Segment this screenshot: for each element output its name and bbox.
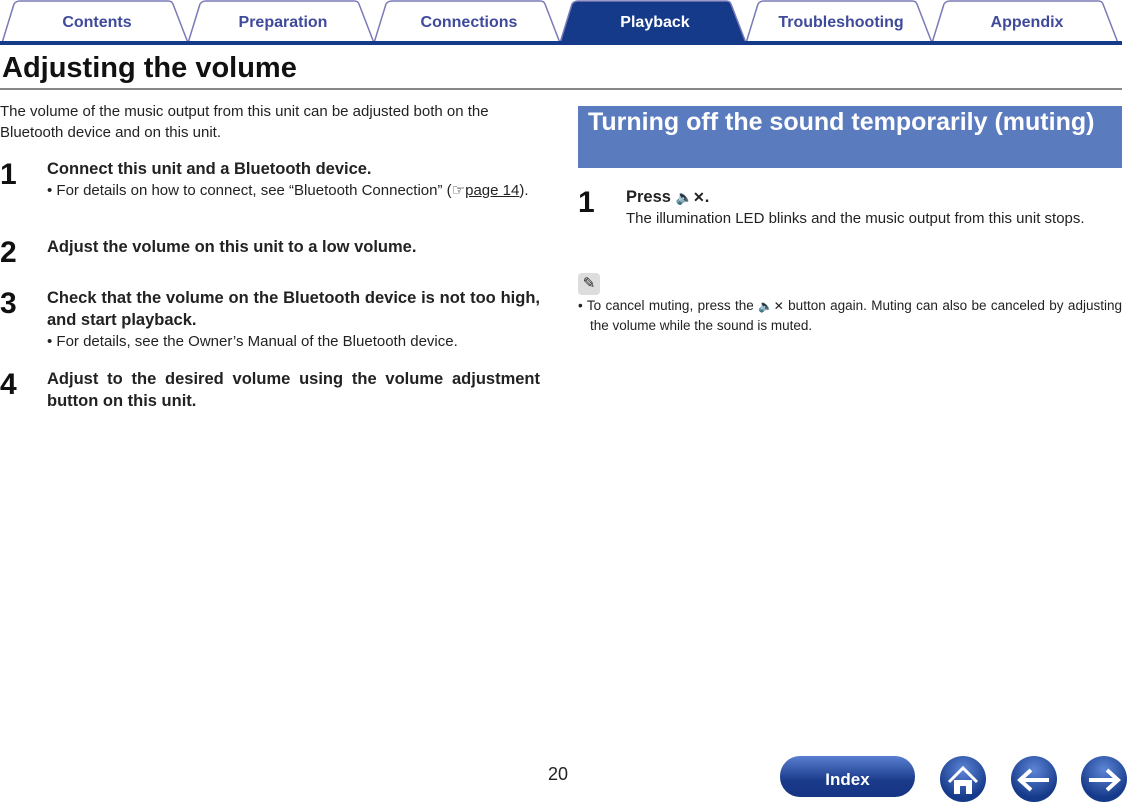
tab-appendix[interactable]: Appendix bbox=[930, 0, 1124, 43]
home-icon bbox=[940, 756, 986, 802]
step-3 bbox=[0, 287, 540, 352]
page-link[interactable]: page 14 bbox=[465, 182, 520, 199]
mute-icon: 🔈✕ bbox=[675, 189, 705, 205]
note-text bbox=[578, 296, 1122, 336]
step-heading: Connect this unit and a Bluetooth device. bbox=[47, 160, 372, 178]
step-1 bbox=[0, 158, 540, 201]
detail-text: • For details on how to connect, see “Bluetooth Connection” ( bbox=[47, 182, 452, 199]
tab-bar bbox=[0, 0, 1128, 46]
mute-step-1 bbox=[578, 186, 1122, 229]
arrow-left-icon bbox=[1011, 756, 1057, 802]
arrow-right-icon bbox=[1081, 756, 1127, 802]
section-heading: Turning off the sound temporarily (muting) bbox=[578, 106, 1122, 168]
mute-icon: 🔈✕ bbox=[758, 299, 784, 313]
tab-connections[interactable]: Connections bbox=[372, 0, 566, 43]
index-button[interactable]: Index bbox=[780, 756, 915, 797]
step-heading: Adjust to the desired volume using the volume adjustment button on this unit. bbox=[47, 370, 540, 410]
note-part: • To cancel muting, press the bbox=[578, 298, 754, 313]
pointing-hand-icon: ☞ bbox=[451, 182, 466, 199]
step-detail bbox=[47, 180, 540, 201]
tab-contents[interactable]: Contents bbox=[0, 0, 194, 43]
detail-end: ). bbox=[519, 182, 529, 199]
page-number: 20 bbox=[548, 764, 569, 784]
back-button[interactable] bbox=[1011, 756, 1057, 802]
title-divider bbox=[0, 88, 1122, 90]
step-heading: Press 🔈✕. bbox=[626, 188, 710, 206]
forward-button[interactable] bbox=[1081, 756, 1127, 802]
intro-text: The volume of the music output from this unit can be adjusted both on the Bluetooth device and on this unit. bbox=[0, 103, 489, 141]
step-number: 2 bbox=[0, 236, 17, 269]
step-number: 1 bbox=[0, 158, 17, 191]
step-number: 4 bbox=[0, 368, 17, 401]
step-heading: Check that the volume on the Bluetooth device is not too high, and start playback. bbox=[47, 289, 540, 329]
step-2 bbox=[0, 236, 540, 269]
step-number: 3 bbox=[0, 287, 17, 320]
tab-troubleshooting[interactable]: Troubleshooting bbox=[744, 0, 938, 43]
pencil-icon: ✎ bbox=[578, 273, 600, 295]
step-heading: Adjust the volume on this unit to a low volume. bbox=[47, 238, 417, 256]
page-title: Adjusting the volume bbox=[2, 52, 297, 84]
tab-playback[interactable]: Playback bbox=[558, 0, 752, 43]
step-4 bbox=[0, 368, 540, 412]
press-label: Press bbox=[626, 188, 671, 206]
tab-underline bbox=[0, 41, 1122, 45]
step-detail: • For details, see the Owner’s Manual of the Bluetooth device. bbox=[47, 333, 458, 350]
step-number: 1 bbox=[578, 186, 595, 219]
home-button[interactable] bbox=[940, 756, 986, 802]
note-part: button again. Muting can also be canceled by adjusting the volume while the sound is muted. bbox=[590, 298, 1122, 333]
tab-preparation[interactable]: Preparation bbox=[186, 0, 380, 43]
step-detail: The illumination LED blinks and the music output from this unit stops. bbox=[626, 210, 1085, 227]
